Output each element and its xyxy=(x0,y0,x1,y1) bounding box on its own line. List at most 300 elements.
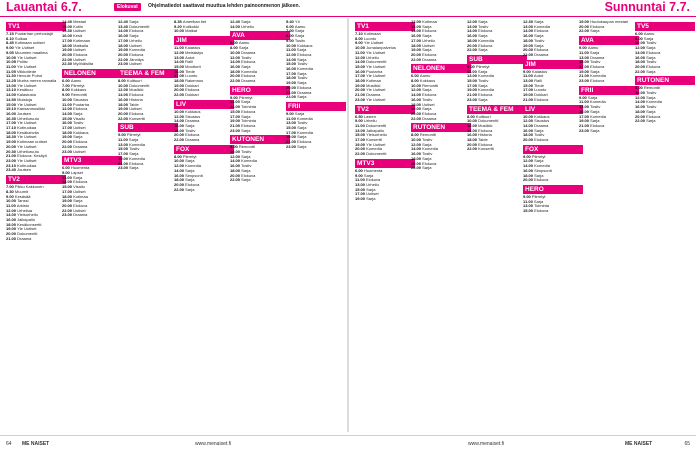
program-title: Elokuva xyxy=(422,111,437,116)
program-time: 14.00 xyxy=(230,60,242,65)
program-time: 14.00 xyxy=(118,29,130,34)
program-title: Muistoja xyxy=(17,97,33,102)
program-title: Sarja xyxy=(477,69,488,74)
program-time: 21.00 xyxy=(355,93,367,98)
program-title: Elokuva xyxy=(297,85,312,90)
program-title: Komedia xyxy=(646,100,662,105)
program-time: 17.00 xyxy=(118,152,130,157)
channel-heading: FOX xyxy=(523,145,583,154)
program-column xyxy=(6,20,66,432)
program-time: 18.00 xyxy=(118,43,130,48)
program-title: Uutiset xyxy=(73,126,86,131)
program-title: Tositv xyxy=(241,55,252,60)
program-time: 14.00 xyxy=(230,24,242,29)
program-title: Aamu xyxy=(643,32,655,36)
program-time: 17.00 xyxy=(579,64,591,69)
program-title: Urheiluruutu xyxy=(17,116,39,121)
program-title: Tositv xyxy=(241,164,252,169)
program-listing xyxy=(523,178,583,183)
program-time: 12.00 xyxy=(174,114,186,119)
program-title: Elokuva xyxy=(478,43,493,48)
program-listing xyxy=(174,138,234,143)
program-time: 9.00 xyxy=(118,133,127,138)
program-title: Uutiset xyxy=(73,48,86,53)
program-title: Jännitys xyxy=(129,57,144,62)
program-time: 6.00 xyxy=(62,79,71,84)
program-time: 18.00 xyxy=(62,130,74,135)
program-title: Urheilua xyxy=(17,208,33,213)
program-time: 13.00 xyxy=(579,105,591,110)
program-time: 6.00 xyxy=(230,41,239,46)
program-title: Sarja xyxy=(241,20,251,24)
program-title: Matkalla xyxy=(73,43,89,48)
program-title: Kokkaus xyxy=(73,130,89,135)
program-time: 11.00 xyxy=(6,203,17,208)
program-title: Draama xyxy=(241,50,256,55)
program-time: 12.00 xyxy=(523,119,535,124)
program-title: Draama xyxy=(422,116,437,121)
program-time: 9.20 xyxy=(174,24,183,29)
program-time: 18.00 xyxy=(174,178,186,183)
page-footer xyxy=(0,435,696,450)
program-time: 7.00 xyxy=(6,185,15,190)
program-listing xyxy=(411,117,471,122)
program-title: Elokuva xyxy=(478,29,493,34)
program-title: Puutarhan perhoslajit xyxy=(14,32,53,36)
program-time: 6.50 xyxy=(355,114,364,119)
program-title: Kotiin xyxy=(73,24,84,29)
program-time: 13.00 xyxy=(579,55,591,60)
program-time: 15.00 xyxy=(174,64,186,69)
program-time: 5.40 xyxy=(286,20,295,24)
program-time: 17.00 xyxy=(62,126,74,131)
program-time: 18.00 xyxy=(523,173,535,178)
program-title: Lasten xyxy=(363,114,376,119)
program-title: Elokuva xyxy=(422,29,437,34)
program-listing xyxy=(286,145,346,150)
program-title: Dokkari xyxy=(185,93,199,98)
channel-heading: MTV3 xyxy=(62,156,122,165)
program-time: 22.00 xyxy=(286,90,298,95)
program-time: 22.00 xyxy=(411,166,423,171)
program-time: 22.00 xyxy=(174,187,186,192)
program-listing xyxy=(230,79,290,84)
program-title: Puutarha xyxy=(366,69,383,74)
program-time: 14.00 xyxy=(523,29,535,34)
program-title: Komedia xyxy=(589,100,606,105)
program-time: 8.00 xyxy=(635,86,644,91)
program-title: Piirretyt xyxy=(70,83,85,88)
program-title: Sisustus xyxy=(185,114,201,119)
channel-heading: AVA xyxy=(230,31,290,40)
program-time: 14.00 xyxy=(6,93,18,98)
channel-heading: AVA xyxy=(579,36,639,45)
program-title: Piirretyt xyxy=(531,154,546,159)
program-title: Sarja xyxy=(534,43,544,48)
program-title: Elokuva xyxy=(646,50,661,55)
program-title: Sarja xyxy=(73,111,83,116)
day-title-left: Lauantai 6.7. xyxy=(6,0,82,14)
program-title: Elokuva xyxy=(478,93,493,98)
program-title: Sarja xyxy=(422,88,432,93)
program-title: Remontti xyxy=(238,145,255,150)
program-time: 12.00 xyxy=(62,107,74,112)
program-time: 23.10 xyxy=(6,163,18,168)
program-title: Kesäkuu xyxy=(17,88,33,93)
program-title: Sarja xyxy=(297,135,307,140)
program-time: 14.00 xyxy=(174,119,186,124)
program-time: 13.00 xyxy=(230,105,242,110)
program-title: Yle Uutiset xyxy=(17,144,37,149)
program-title: Visailu xyxy=(73,116,85,121)
program-time: 6.00 xyxy=(286,24,295,29)
program-title: Sisustus xyxy=(73,97,89,102)
program-time: 13.00 xyxy=(523,204,535,209)
program-time: 10.00 xyxy=(355,46,367,51)
program-time: 19.00 xyxy=(286,81,298,86)
channel-heading: FOX xyxy=(174,145,234,154)
program-time: 13.00 xyxy=(286,121,298,126)
program-title: Piirretyt xyxy=(238,95,253,100)
program-title: Elokuva xyxy=(646,114,661,119)
program-title: Urheilu xyxy=(129,38,142,43)
program-column xyxy=(635,20,695,432)
program-title: Toiminta xyxy=(241,105,257,110)
program-time: 8.00 xyxy=(467,114,476,119)
program-time: 22.00 xyxy=(62,144,74,149)
program-time: 16.00 xyxy=(411,97,423,102)
program-time: 20.00 xyxy=(174,88,186,93)
program-title: Komedia xyxy=(129,142,145,147)
program-time: 18.00 xyxy=(635,109,647,114)
program-title: Sarja xyxy=(422,24,432,29)
program-title: Remontti xyxy=(419,133,436,138)
program-title: Kokkaus xyxy=(70,88,87,93)
program-title: Autot xyxy=(185,55,195,60)
program-title: Sarja xyxy=(422,34,432,39)
program-title: Aamu xyxy=(238,41,250,46)
program-title: Uutiset xyxy=(422,102,435,107)
program-title: Sarja xyxy=(73,135,83,140)
program-title: Dokumentti xyxy=(478,119,499,124)
program-time: 14.00 xyxy=(635,100,647,105)
program-title: Kotiruokaa xyxy=(17,126,37,131)
program-time: 17.00 xyxy=(355,74,367,79)
program-time: 16.00 xyxy=(6,111,18,116)
program-title: Piirretyt xyxy=(126,133,141,138)
program-time: 8.30 xyxy=(6,189,15,194)
program-title: Sarja xyxy=(366,187,376,192)
program-title: Draama xyxy=(534,52,549,57)
program-title: Sarja xyxy=(422,107,432,112)
program-title: Sarja xyxy=(589,50,600,55)
program-time: 22.00 xyxy=(411,57,423,62)
program-title: Uutiset xyxy=(73,149,86,154)
program-time: 10.00 xyxy=(62,97,74,102)
program-time: 20.00 xyxy=(118,111,130,116)
program-time: 23.00 xyxy=(62,149,74,154)
program-listing xyxy=(635,70,695,75)
program-title: Yleisurheilu xyxy=(366,133,387,138)
program-title: Tiede xyxy=(534,83,544,88)
program-title: Tositv xyxy=(294,38,306,43)
program-title: Muumit xyxy=(14,189,29,194)
program-title: Sarja xyxy=(590,69,600,74)
program-time: 14.00 xyxy=(118,93,130,98)
program-time: 12.00 xyxy=(286,52,298,57)
program-time: 9.00 xyxy=(355,41,364,46)
program-time: 9.00 xyxy=(467,64,476,69)
program-time: 12.00 xyxy=(174,164,186,169)
program-title: Kotimaan xyxy=(363,32,381,36)
program-title: Elokuva xyxy=(129,93,144,98)
program-title: Remontti xyxy=(422,83,439,88)
program-time: 18.00 xyxy=(286,76,298,81)
program-listing xyxy=(62,62,122,67)
program-time: 16.00 xyxy=(118,97,130,102)
program-time: 8.45 xyxy=(6,41,15,46)
channel-heading: LIV xyxy=(174,100,234,109)
program-title: Kotiruokaa xyxy=(17,163,37,168)
program-title: Elokuva xyxy=(478,142,493,147)
program-time: 18.00 xyxy=(411,43,423,48)
program-title: Komedia xyxy=(241,69,257,74)
program-title: Kesä xyxy=(73,34,83,39)
program-time: 22.00 xyxy=(174,138,186,143)
program-listing xyxy=(174,29,234,34)
program-time: 21.00 xyxy=(286,140,298,145)
program-listing xyxy=(579,29,639,34)
program-title: Viikkotiede xyxy=(16,69,37,74)
program-title: Sarja xyxy=(297,71,307,76)
program-time: 17.10 xyxy=(6,126,18,131)
program-time: 12.00 xyxy=(174,50,186,55)
program-time: 8.00 xyxy=(635,36,644,41)
program-title: Yle Uutiset xyxy=(363,41,384,46)
program-time: 17.00 xyxy=(230,114,242,119)
program-title: Sarja xyxy=(241,64,251,69)
program-title: Draama xyxy=(534,123,549,128)
program-title: Konsertti xyxy=(478,147,494,152)
program-listing xyxy=(467,48,527,53)
program-title: Sarja xyxy=(590,109,600,114)
program-time: 22.00 xyxy=(579,29,591,34)
program-time: 9.00 xyxy=(523,154,532,159)
program-title: Kulttuuri xyxy=(126,79,142,84)
program-time: 8.00 xyxy=(286,34,295,39)
program-time: 16.00 xyxy=(411,34,423,39)
page-number-left: 64 xyxy=(6,441,12,447)
program-title: Konsertti xyxy=(366,138,382,143)
program-time: 9.00 xyxy=(355,119,364,124)
program-time: 23.00 xyxy=(6,158,18,163)
program-time: 13.00 xyxy=(523,79,535,84)
program-time: 13.10 xyxy=(6,88,18,93)
program-time: 17.00 xyxy=(118,38,130,43)
program-time: 23.00 xyxy=(579,79,591,84)
program-time: 18.00 xyxy=(523,133,535,138)
channel-heading: TV1 xyxy=(6,22,66,31)
program-title: Kotikokki xyxy=(182,24,199,29)
program-title: Amerikan tiet xyxy=(182,20,207,24)
program-listing xyxy=(467,147,527,152)
program-time: 12.00 xyxy=(467,20,479,24)
program-time: 12.00 xyxy=(411,20,423,24)
program-title: Sarja xyxy=(185,168,195,173)
program-title: Tositv xyxy=(646,91,657,96)
program-time: 18.00 xyxy=(6,222,18,227)
program-time: 13.00 xyxy=(355,182,367,187)
program-title: Jalkapallo xyxy=(17,218,35,223)
program-time: 10.05 xyxy=(6,60,18,65)
program-title: Muumien maailma xyxy=(14,50,48,55)
program-time: 12.00 xyxy=(635,95,647,100)
channel-heading: HERO xyxy=(523,185,583,194)
program-title: Elokuva xyxy=(422,52,437,57)
program-time: 18.00 xyxy=(118,102,130,107)
program-title: Sulkaa xyxy=(14,36,28,41)
program-time: 22.00 xyxy=(411,116,423,121)
program-time: 15.00 xyxy=(355,64,367,69)
program-title: Sarja xyxy=(478,48,488,53)
program-time: 18.00 xyxy=(411,156,423,161)
program-title: Lapset xyxy=(70,170,83,175)
program-time: 9.00 xyxy=(523,194,532,199)
program-time: 20.00 xyxy=(174,133,186,138)
program-title: Luonto xyxy=(534,88,547,93)
program-time: 14.00 xyxy=(411,93,423,98)
program-listing xyxy=(523,209,583,214)
channel-heading: TV2 xyxy=(6,175,66,184)
program-time: 10.00 xyxy=(411,83,423,88)
program-title: Yle Uutiset xyxy=(366,142,386,147)
program-title: Arkisto xyxy=(16,203,30,208)
program-time: 9.00 xyxy=(286,111,295,116)
program-title: Tanssi xyxy=(17,199,29,204)
program-title: Sarja xyxy=(422,166,432,171)
program-title: Komedia xyxy=(534,24,550,29)
program-title: Tositv xyxy=(185,128,196,133)
program-time: 21.00 xyxy=(6,154,18,159)
program-time: 14.00 xyxy=(62,111,74,116)
program-time: 19.00 xyxy=(62,199,74,204)
program-title: Elokuva xyxy=(129,29,144,34)
schedule-disclaimer: Ohjelmatiedot saattavat muuttua lehden painoonmenon jälkeen. xyxy=(148,3,300,9)
program-time: 19.00 xyxy=(118,48,130,53)
program-title: Elokuva xyxy=(422,93,437,98)
program-time: 22.00 xyxy=(62,208,74,213)
program-time: 14.00 xyxy=(467,29,479,34)
program-listing xyxy=(467,98,527,103)
program-title: Puutarha xyxy=(72,102,90,107)
program-time: 22.00 xyxy=(118,116,130,121)
program-time: 19.00 xyxy=(6,140,18,145)
program-title: Tositv xyxy=(297,121,308,126)
program-title: Komedia xyxy=(478,74,494,79)
program-time: 7.15 xyxy=(6,32,15,36)
program-title: Sarja xyxy=(646,109,656,114)
program-title: Toiminta xyxy=(534,204,550,209)
program-title: Tositv xyxy=(590,105,601,110)
program-title: Kokkaus xyxy=(185,109,201,114)
program-time: 7.10 xyxy=(355,32,364,36)
program-time: 13.00 xyxy=(467,24,479,29)
program-title: Simpsonit xyxy=(185,173,203,178)
program-title: Tositv xyxy=(129,147,140,152)
program-time: 8.00 xyxy=(174,154,183,159)
channel-heading: TV2 xyxy=(355,105,415,114)
program-title: Sarja xyxy=(363,173,374,178)
program-time: 23.00 xyxy=(62,213,74,218)
program-title: Sarja xyxy=(73,199,83,204)
program-time: 18.00 xyxy=(6,130,18,135)
program-title: Kotimaa xyxy=(366,79,381,84)
program-title: Sarja xyxy=(478,20,488,24)
channel-heading: TEEMA & FEM xyxy=(118,69,178,78)
program-time: 19.00 xyxy=(6,227,18,232)
program-title: Draama xyxy=(590,55,605,60)
program-time: 14.00 xyxy=(230,159,242,164)
program-title: Yle Uutiset xyxy=(366,64,386,69)
program-time: 22.00 xyxy=(118,57,130,62)
program-time: 13.00 xyxy=(62,180,74,185)
program-time: 13.00 xyxy=(411,24,423,29)
program-listing xyxy=(286,95,346,100)
program-time: 12.00 xyxy=(411,88,423,93)
program-title: Sarja xyxy=(534,173,544,178)
program-time: 7.00 xyxy=(286,29,295,34)
program-time: 10.00 xyxy=(635,91,647,96)
program-time: 16.00 xyxy=(635,105,647,110)
program-time: 22.00 xyxy=(635,119,647,124)
program-time: 12.00 xyxy=(355,55,367,60)
program-time: 20.00 xyxy=(230,173,242,178)
program-time: 15.00 xyxy=(62,185,74,190)
program-time: 13.00 xyxy=(6,83,18,88)
program-time: 16.00 xyxy=(174,173,186,178)
program-title: Rakennus xyxy=(185,79,204,84)
program-title: Uutiset xyxy=(73,208,86,213)
program-title: Sarja xyxy=(294,34,305,39)
program-time: 18.00 xyxy=(411,102,423,107)
program-time: 17.00 xyxy=(579,114,591,119)
program-title: Matkat xyxy=(185,29,198,34)
program-title: Huomenta xyxy=(70,166,90,171)
program-time: 11.00 xyxy=(355,50,366,55)
program-listing xyxy=(355,197,415,202)
program-title: Draama xyxy=(241,79,256,84)
program-title: Dokumentti xyxy=(366,60,387,65)
program-time: 20.00 xyxy=(411,161,423,166)
program-title: Sarja xyxy=(646,95,656,100)
program-title: Elokuva xyxy=(534,209,549,214)
program-title: Sarja xyxy=(185,178,195,183)
program-title: Tositv xyxy=(646,105,657,110)
program-title: Sarja xyxy=(533,199,544,204)
program-title: Kesäsää xyxy=(14,194,31,199)
program-time: 16.00 xyxy=(467,34,479,39)
day-title-right: Sunnuntai 7.7. xyxy=(604,0,690,14)
program-title: Sarja xyxy=(129,152,139,157)
program-title: Dokkari xyxy=(185,83,199,88)
program-time: 13.00 xyxy=(118,142,130,147)
program-title: Simpsonit xyxy=(534,168,552,173)
program-title: Kalastus xyxy=(531,69,548,74)
program-time: 10.00 xyxy=(6,199,18,204)
program-time: 16.00 xyxy=(523,168,535,173)
program-title: Elokuva xyxy=(129,161,144,166)
program-time: 20.00 xyxy=(523,138,535,143)
